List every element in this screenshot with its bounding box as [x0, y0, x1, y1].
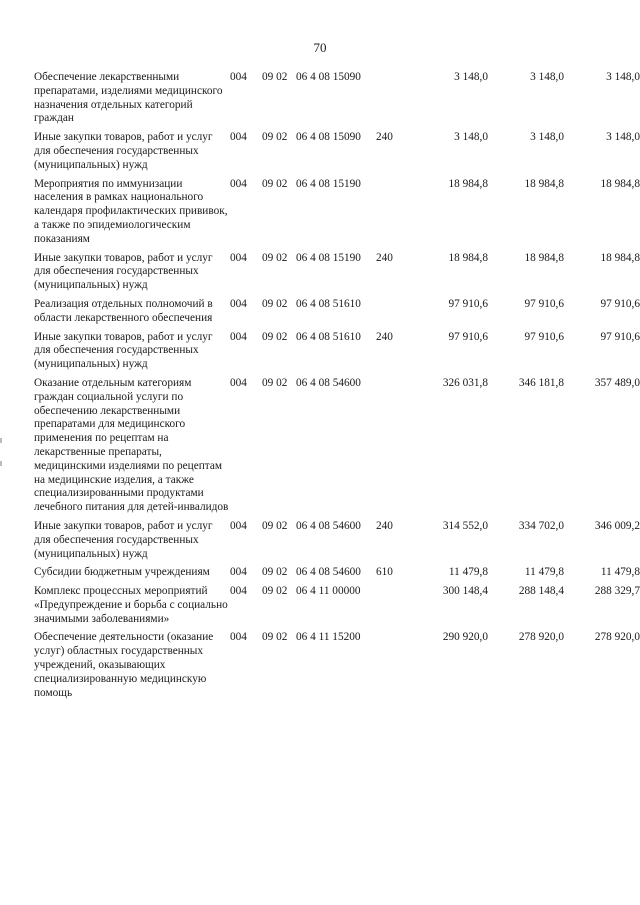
page-number: 70: [313, 40, 327, 55]
item-name: Мероприятия по иммунизации населения в рамках национального календаря профилактических прививок, а также по эпидемиологическим показаниям: [34, 177, 228, 245]
amount-year-2: 97 910,6: [524, 297, 564, 310]
table-row: [34, 298, 640, 331]
target-article-code: 06 4 08 15190: [296, 177, 361, 190]
section-code: 09 02: [262, 631, 288, 644]
amount-year-1: 97 910,6: [448, 297, 488, 310]
amount-year-1: 11 479,8: [448, 566, 488, 579]
amount-year-1: 3 148,0: [454, 71, 488, 83]
amount-year-3: 278 920,0: [594, 631, 640, 644]
amount-year-2: 288 148,4: [518, 585, 564, 598]
table-row: [34, 377, 640, 520]
ministry-code: 004: [230, 71, 247, 83]
amount-year-2: 334 702,0: [518, 519, 564, 532]
item-name: Иные закупки товаров, работ и услуг для обеспечения государственных (муниципальных) нужд: [34, 251, 213, 292]
ministry-code: 004: [230, 566, 247, 579]
table-row: [34, 71, 640, 131]
table-row: [34, 631, 640, 705]
table-row: [34, 252, 640, 298]
binding-margin-marks: [0, 438, 3, 498]
item-name: Иные закупки товаров, работ и услуг для обеспечения государственных (муниципальных) нужд: [34, 131, 213, 171]
amount-year-2: 3 148,0: [530, 71, 564, 83]
budget-table: [34, 71, 640, 705]
item-name: Комплекс процессных мероприятий «Предупреждение и борьба с социально значимыми заболеваниями»: [34, 585, 228, 625]
item-name: Субсидии бюджетным учреждениям: [34, 566, 210, 579]
expense-type-code: 240: [376, 330, 393, 343]
ministry-code: 004: [230, 585, 247, 598]
section-code: 09 02: [262, 131, 288, 144]
item-name: Иные закупки товаров, работ и услуг для обеспечения государственных (муниципальных) нужд: [34, 330, 213, 371]
binding-mark: [0, 461, 2, 466]
expense-type-code: [376, 585, 416, 631]
amount-year-1: 97 910,6: [448, 330, 488, 343]
section-code: 09 02: [262, 177, 288, 190]
amount-year-3: 97 910,6: [600, 330, 640, 343]
amount-year-3: 18 984,8: [600, 177, 640, 190]
amount-year-1: 290 920,0: [442, 631, 488, 644]
amount-year-3: 11 479,8: [600, 566, 640, 579]
ministry-code: 004: [230, 251, 247, 264]
expense-type-code: 240: [376, 131, 393, 144]
table-row: [34, 585, 640, 631]
table-row: [34, 178, 640, 252]
amount-year-1: 300 148,4: [442, 585, 488, 598]
amount-year-1: 326 031,8: [442, 376, 488, 389]
amount-year-3: 97 910,6: [600, 297, 640, 310]
expense-type-code: 240: [376, 519, 393, 532]
ministry-code: 004: [230, 177, 247, 190]
amount-year-1: 3 148,0: [454, 131, 488, 144]
target-article-code: 06 4 08 54600: [296, 519, 361, 532]
section-code: 09 02: [262, 585, 288, 598]
table-row: [34, 520, 640, 566]
expense-type-code: [376, 298, 416, 331]
table-row: [34, 566, 640, 585]
section-code: 09 02: [262, 251, 288, 264]
table-row: [34, 131, 640, 177]
target-article-code: 06 4 08 54600: [296, 376, 361, 389]
amount-year-1: 18 984,8: [448, 177, 488, 190]
target-article-code: 06 4 11 00000: [296, 585, 361, 598]
ministry-code: 004: [230, 376, 247, 389]
item-name: Обеспечение лекарственными препаратами, изделиями медицинского назначения отдельных категорий граждан: [34, 71, 223, 125]
expense-type-code: [376, 377, 416, 520]
target-article-code: 06 4 08 15090: [296, 131, 361, 144]
amount-year-3: 3 148,0: [606, 131, 640, 144]
section-code: 09 02: [262, 297, 288, 310]
amount-year-2: 18 984,8: [524, 251, 564, 264]
item-name: Иные закупки товаров, работ и услуг для обеспечения государственных (муниципальных) нужд: [34, 519, 213, 560]
target-article-code: 06 4 08 54600: [296, 566, 361, 579]
table-row: [34, 331, 640, 377]
amount-year-2: 11 479,8: [524, 566, 564, 579]
ministry-code: 004: [230, 519, 247, 532]
target-article-code: 06 4 08 15090: [296, 71, 361, 83]
item-name: Оказание отдельным категориям граждан социальной услуги по обеспечению лекарственными препаратами для медицинского применения по рецептам на лекарственные препараты, медицинскими изделиями по рецептам на медицинские изделия, а также специализированными продуктами лечебного питания для детей-инвалидов: [34, 376, 229, 514]
expense-type-code: [376, 178, 416, 252]
amount-year-2: 18 984,8: [524, 177, 564, 190]
expense-type-code: [376, 71, 416, 131]
ministry-code: 004: [230, 631, 247, 644]
target-article-code: 06 4 08 51610: [296, 297, 361, 310]
amount-year-2: 346 181,8: [518, 376, 564, 389]
section-code: 09 02: [262, 519, 288, 532]
section-code: 09 02: [262, 566, 288, 579]
target-article-code: 06 4 11 15200: [296, 631, 361, 644]
target-article-code: 06 4 08 51610: [296, 330, 361, 343]
amount-year-3: 288 329,7: [594, 585, 640, 598]
binding-mark: [0, 438, 2, 443]
ministry-code: 004: [230, 297, 247, 310]
expense-type-code: [376, 631, 416, 705]
amount-year-1: 314 552,0: [442, 519, 488, 532]
ministry-code: 004: [230, 131, 247, 144]
item-name: Обеспечение деятельности (оказание услуг) областных государственных учреждений, оказывающих специализированную медицинскую помощь: [34, 631, 214, 699]
amount-year-3: 357 489,0: [594, 376, 640, 389]
section-code: 09 02: [262, 71, 288, 83]
amount-year-2: 97 910,6: [524, 330, 564, 343]
ministry-code: 004: [230, 330, 247, 343]
amount-year-2: 3 148,0: [530, 131, 564, 144]
item-name: Реализация отдельных полномочий в области лекарственного обеспечения: [34, 297, 213, 324]
amount-year-2: 278 920,0: [518, 631, 564, 644]
section-code: 09 02: [262, 376, 288, 389]
amount-year-3: 18 984,8: [600, 251, 640, 264]
amount-year-1: 18 984,8: [448, 251, 488, 264]
expense-type-code: 610: [376, 566, 393, 579]
amount-year-3: 346 009,2: [594, 519, 640, 532]
target-article-code: 06 4 08 15190: [296, 251, 361, 264]
section-code: 09 02: [262, 330, 288, 343]
expense-type-code: 240: [376, 251, 393, 264]
amount-year-3: 3 148,0: [606, 71, 640, 83]
